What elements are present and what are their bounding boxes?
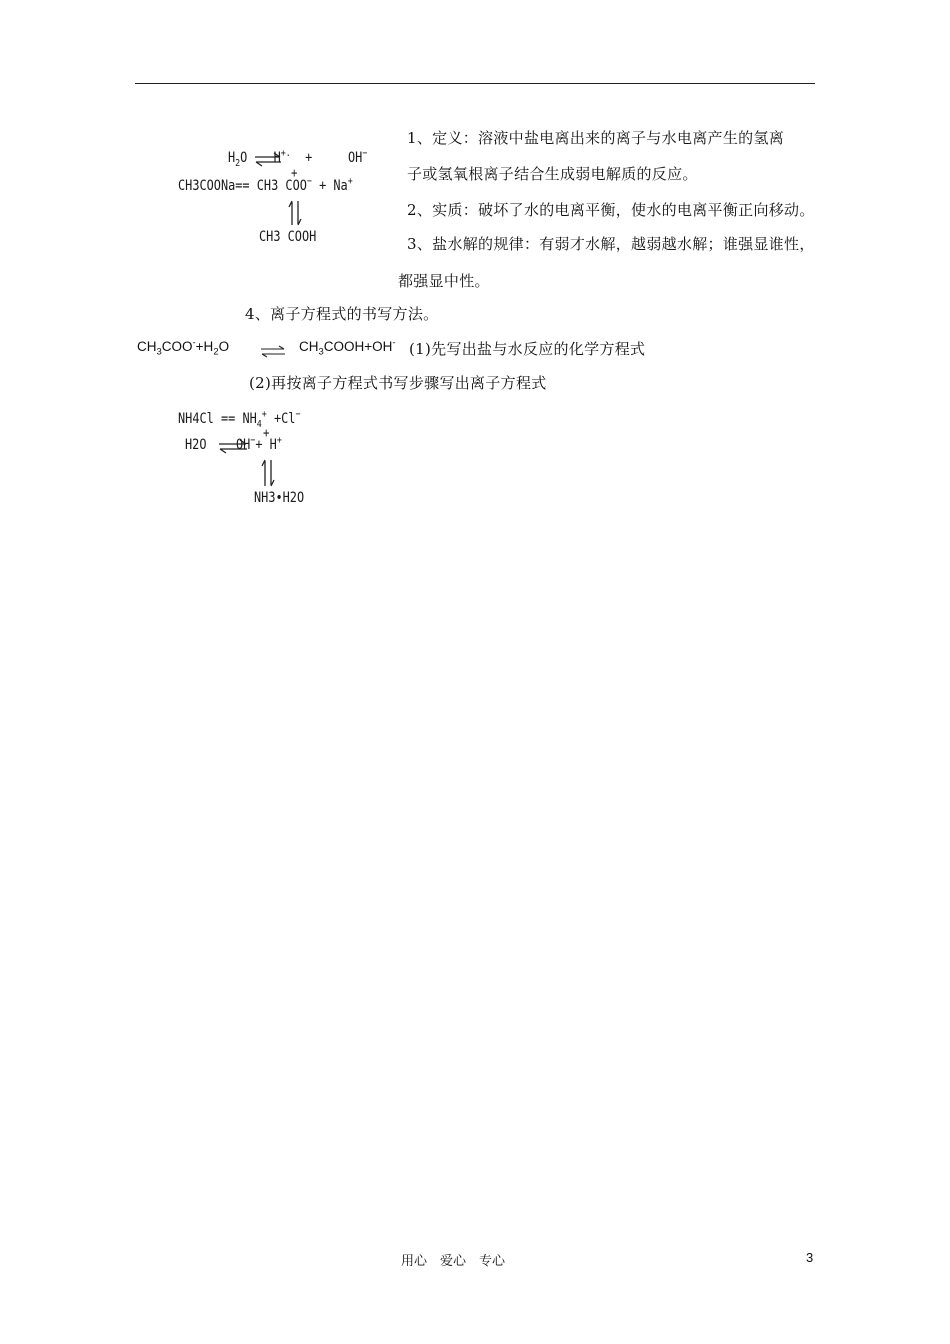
rule-line1: 3、盐水解的规律：有弱才水解，越弱越水解；谁强显谁性， <box>407 235 815 253</box>
diagram1-row1: $H_2O$ H+. + OH− <box>228 148 368 169</box>
step2-text: (2)再按离子方程式书写步骤写出离子方程式 <box>249 374 547 392</box>
rule-line2: 都强显中性。 <box>398 272 490 290</box>
page-number: 3 <box>806 1250 814 1265</box>
diagram2-row2: H2O OH−+ H+ <box>185 435 282 453</box>
diagram2-product: NH3•H2O <box>254 490 305 506</box>
equilibrium-arrow-icon-2 <box>218 439 248 453</box>
definition-line2: 子或氢氧根离子结合生成弱电解质的反应。 <box>407 165 698 183</box>
equation-equilibrium-arrow-icon <box>260 345 286 357</box>
step1-text: (1)先写出盐与水反应的化学方程式 <box>409 340 646 358</box>
diagram1-row2: CH3COONa== CH3 COO− + Na+ <box>178 176 353 194</box>
equilibrium-arrow-icon <box>254 152 282 166</box>
vertical-equilibrium-arrow-icon-2 <box>261 459 275 487</box>
definition-line1: 1、定义：溶液中盐电离出来的离子与水电离产生的氢离 <box>407 129 785 147</box>
method-heading: 4、离子方程式的书写方法。 <box>245 305 439 323</box>
vertical-equilibrium-arrow-icon <box>288 200 302 226</box>
footer-text: 用心 爱心 专心 <box>401 1254 506 1269</box>
diagram2-row1: $NH4Cl == NH_4^+ +Cl^-$ <box>178 409 301 430</box>
diagram2-plus-mark: + <box>263 426 270 441</box>
diagram1-product: CH3 COOH <box>259 229 317 245</box>
equation-rhs: $CH_3COOH+OH^-$ <box>299 337 396 358</box>
header-rule <box>135 83 815 84</box>
diagram1-plus-mark: + <box>291 166 298 181</box>
equation-lhs: $CH_3COO^-+H_2O$ <box>137 337 230 358</box>
essence-line: 2、实质：破坏了水的电离平衡，使水的电离平衡正向移动。 <box>407 201 815 219</box>
